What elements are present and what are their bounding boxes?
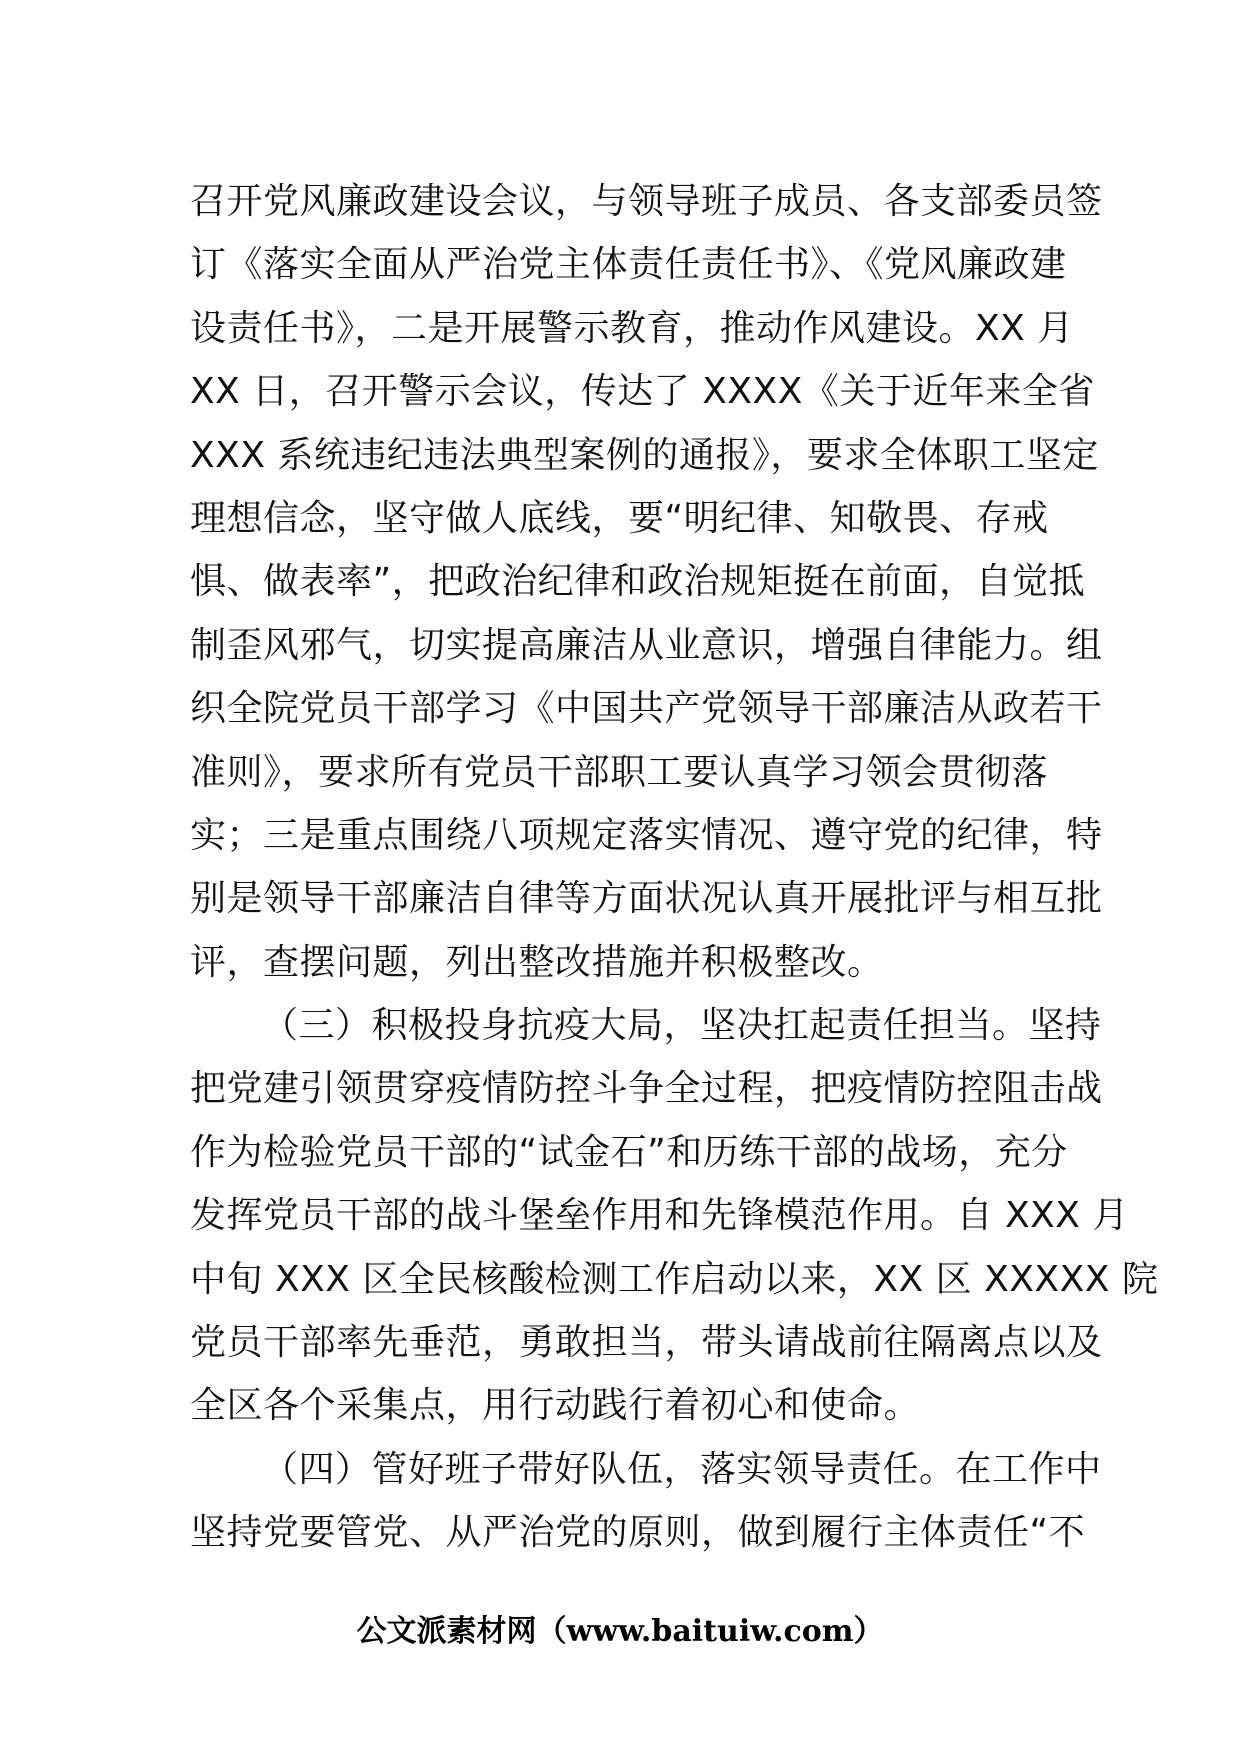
- text-line: 召开党风廉政建设会议，与领导班子成员、各支部委员签: [190, 181, 1103, 222]
- paragraph-heading-4: （四）管好班子带好队伍，落实领导责任。在工作中: [262, 1448, 1102, 1490]
- text-line: 制歪风邪气，切实提高廉洁从业意识，增强自律能力。组: [190, 624, 1103, 666]
- text-line: 全区各个采集点，用行动践行着初心和使命。: [190, 1385, 921, 1427]
- text-line: 惧、做表率”，把政治纪律和政治规矩挺在前面，自觉抵: [190, 561, 1086, 603]
- text-line: 评，查摆问题，列出整改措施并积极整改。: [190, 941, 884, 983]
- text-line: 发挥党员干部的战斗堡垒作用和先锋模范作用。自 XXX 月: [190, 1195, 1129, 1237]
- text-line: 坚持党要管党、从严治党的原则，做到履行主体责任“不: [190, 1512, 1086, 1554]
- text-line: 设责任书》，二是开展警示教育，推动作风建设。XX 月: [190, 307, 1074, 349]
- text-line: 党员干部率先垂范，勇敢担当，带头请战前往隔离点以及: [190, 1322, 1103, 1364]
- text-line: 实；三是重点围绕八项规定落实情况、遵守党的纪律，特: [190, 814, 1103, 856]
- text-line: XX 日，召开警示会议，传达了 XXXX《关于近年来全省: [190, 371, 1095, 413]
- text-line: 别是领导干部廉洁自律等方面状况认真开展批评与相互批: [190, 878, 1103, 920]
- text-line: 把党建引领贯穿疫情防控斗争全过程，把疫情防控阻击战: [190, 1068, 1103, 1110]
- document-body: [190, 170, 1159, 1565]
- text-line: 织全院党员干部学习《中国共产党领导干部廉洁从政若干: [190, 688, 1103, 730]
- text-line: 订《落实全面从严治党主体责任责任书》、《党风廉政建: [190, 244, 1067, 286]
- text-line: 中旬 XXX 区全民核酸检测工作启动以来，XX 区 XXXXX 院: [190, 1258, 1159, 1300]
- text-line: XXX 系统违纪违法典型案例的通报》，要求全体职工坚定: [190, 434, 1099, 476]
- text-line: 准则》，要求所有党员干部职工要认真学习领会贯彻落: [190, 751, 1049, 793]
- paragraph-heading-3: （三）积极投身抗疫大局，坚决扛起责任担当。坚持: [262, 1005, 1102, 1047]
- text-line: 理想信念，坚守做人底线，要“明纪律、知敬畏、存戒: [190, 497, 1049, 539]
- text-line: 作为检验党员干部的“试金石”和历练干部的战场，充分: [190, 1131, 1068, 1173]
- footer-watermark: 公文派素材网（www.baituiw.com）: [356, 1614, 884, 1649]
